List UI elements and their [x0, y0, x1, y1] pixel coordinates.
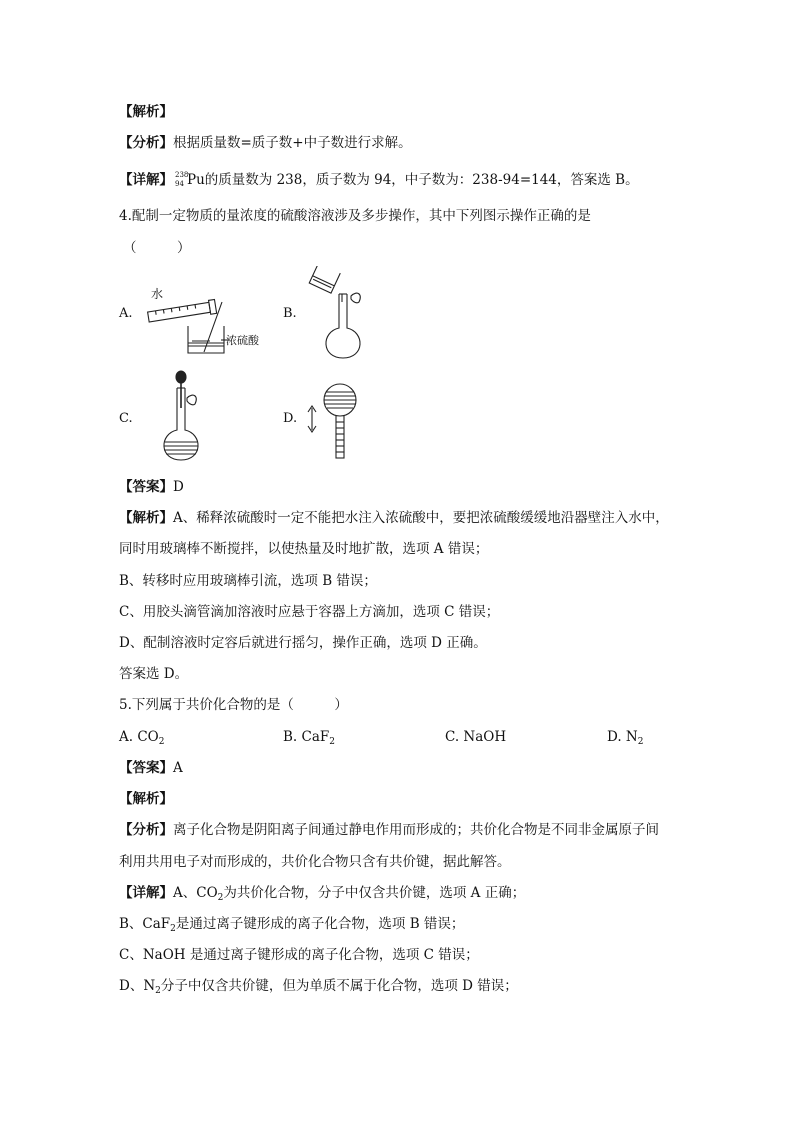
q5-option-d — [607, 728, 643, 751]
q5-option-a-text: A. CO — [119, 729, 159, 745]
fig-c-dropper-diagram — [155, 368, 210, 463]
q5-xj-b-post: 是通过离子键形成的离子化合物，选项 B 错误； — [175, 916, 465, 932]
isotope-number: 94 — [175, 180, 184, 188]
q4-analysis-tag: 【解析】 — [119, 510, 173, 526]
q5-xj-a-sub: 2 — [217, 893, 224, 903]
fig-c-label: C. — [119, 411, 133, 426]
xiangjie-text: 的质量数为 238，质子数为 94，中子数为：238-94=144，答案选 B。 — [204, 172, 639, 188]
q5-stem: 5.下列属于共价化合物的是（ ） — [119, 697, 348, 713]
dropper-bulb-shape — [176, 371, 186, 383]
fenxi-line — [119, 134, 412, 152]
q5-fenxi-text-1: 离子化合物是阴阳离子间通过静电作用而形成的；共价化合物是不同非金属原子间 — [173, 822, 659, 838]
q5-option-c: C. NaOH — [445, 729, 507, 745]
q5-xj-b-sub: 2 — [170, 924, 176, 934]
q5-option-d-sub: 2 — [637, 737, 644, 747]
fig-b-transfer-diagram — [305, 266, 375, 361]
beaker-shape — [188, 326, 224, 353]
volumetric-flask-shape — [326, 294, 360, 358]
fig-d-label: D. — [283, 411, 298, 426]
q5-xiangjie-tag: 【详解】 — [119, 885, 173, 901]
q5-option-d-text: D. N — [607, 729, 638, 745]
fig-d-inverted-flask-diagram — [305, 380, 365, 462]
isotope-notation — [173, 171, 187, 189]
q5-xj-d-pre: D、N — [119, 978, 156, 994]
q4-analysis-line-5: D、配制溶液时定容后就进行摇匀，操作正确，选项 D 正确。 — [119, 635, 487, 651]
q5-option-b-text: B. CaF — [283, 729, 330, 745]
q4-answer: D — [173, 479, 184, 495]
q5-answer: A — [173, 760, 183, 776]
q5-xiangjie-line-b — [119, 915, 464, 938]
q4-analysis-line-3: B、转移时应用玻璃棒引流，选项 B 错误； — [119, 573, 377, 589]
q4-analysis-line-6: 答案选 D。 — [119, 666, 189, 682]
isotope-mass: 238 — [175, 171, 189, 179]
xiangjie-line — [119, 171, 639, 189]
q5-fenxi-tag: 【分析】 — [119, 822, 173, 838]
q5-xj-b-pre: B、CaF — [119, 916, 171, 932]
fig-a-acid-label: 浓硫酸 — [226, 334, 259, 347]
q5-fenxi-line-2: 利用共用电子对而形成的，共价化合物只含有共价键，据此解答。 — [119, 854, 511, 870]
glass-rod-shape — [204, 302, 222, 352]
q4-analysis-line-1 — [119, 509, 669, 527]
q5-xiangjie-line-a — [119, 884, 525, 907]
q5-option-b-sub: 2 — [329, 737, 335, 747]
isotope-symbol: Pu — [187, 172, 205, 188]
q5-jiexi-heading: 【解析】 — [119, 791, 173, 807]
q4-paren: （ ） — [123, 240, 191, 256]
graduated-cylinder-shape — [148, 302, 211, 322]
fenxi-tag: 【分析】 — [119, 135, 173, 151]
q5-fenxi-line-1 — [119, 821, 659, 839]
fig-a-label: A. — [119, 306, 133, 321]
q5-xiangjie-line-c: C、NaOH 是通过离子键形成的离子化合物，选项 C 错误； — [119, 947, 479, 963]
q5-option-a-sub: 2 — [158, 737, 165, 747]
fig-b-label: B. — [283, 306, 297, 321]
q5-xiangjie-line-d — [119, 977, 518, 1000]
q5-option-a — [119, 728, 164, 751]
q5-xj-a-pre: A、CO — [173, 885, 218, 901]
q4-answer-line — [119, 478, 184, 496]
q5-xj-d-sub: 2 — [155, 986, 161, 996]
q5-xj-a-post: 为共价化合物，分子中仅含共价键，选项 A 正确； — [223, 885, 526, 901]
fig-a-water-label: 水 — [151, 287, 164, 301]
q4-analysis-line-2: 同时用玻璃棒不断搅拌，以使热量及时地扩散，选项 A 错误； — [119, 541, 489, 557]
fenxi-text: 根据质量数=质子数+中子数进行求解。 — [173, 135, 412, 151]
q5-option-b — [283, 728, 335, 751]
q4-stem: 4.配制一定物质的量浓度的硫酸溶液涉及多步操作，其中下列图示操作正确的是 — [119, 208, 591, 224]
xiangjie-tag: 【详解】 — [119, 172, 173, 188]
q5-answer-line — [119, 759, 183, 777]
q4-analysis-line-4: C、用胶头滴管滴加溶液时应悬于容器上方滴加，选项 C 错误； — [119, 604, 500, 620]
q5-xj-d-post: 分子中仅含共价键，但为单质不属于化合物，选项 D 错误； — [160, 978, 518, 994]
q4-answer-tag: 【答案】 — [119, 479, 173, 495]
jiexi-heading: 【解析】 — [119, 104, 173, 120]
q4-analysis-text-1: A、稀释浓硫酸时一定不能把水注入浓硫酸中，要把浓硫酸缓缓地沿器壁注入水中， — [173, 510, 669, 526]
q5-answer-tag: 【答案】 — [119, 760, 173, 776]
